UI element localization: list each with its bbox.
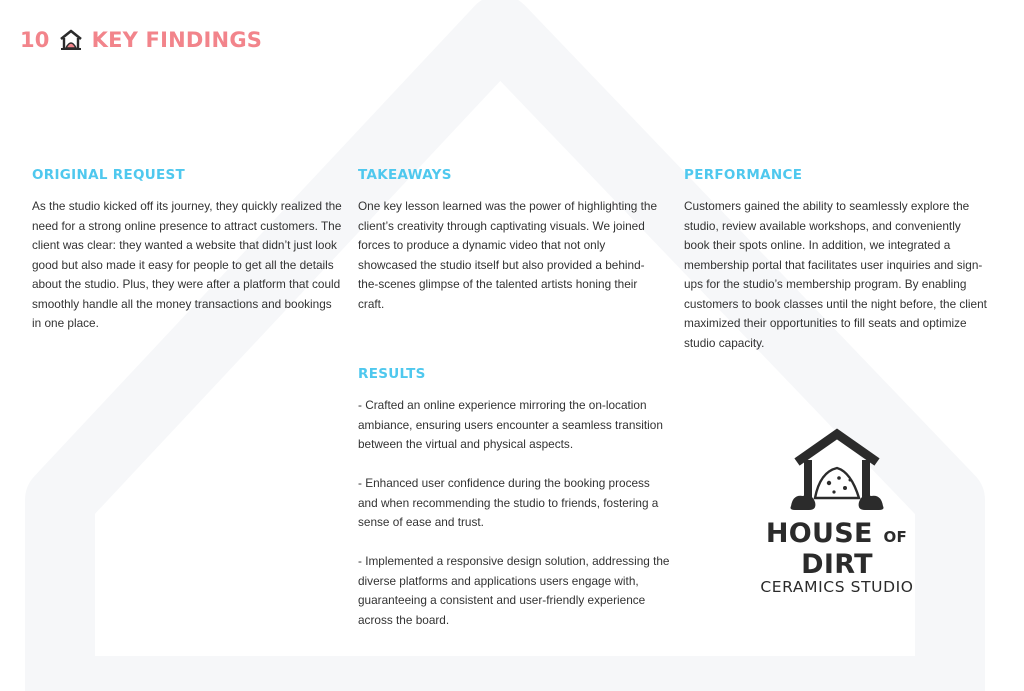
results-item: - Implemented a responsive design solution, addressing the diverse platforms and applications users engage with, guaranteeing a consistent and user-friendly experience across the board. bbox=[358, 554, 670, 627]
performance-section bbox=[684, 167, 989, 353]
original-request-heading: ORIGINAL REQUEST bbox=[32, 167, 186, 183]
house-icon bbox=[58, 28, 84, 52]
original-request-section bbox=[32, 167, 342, 334]
performance-body: Customers gained the ability to seamlessly explore the studio, review available workshops, and conveniently book their spots online. In addition, we integrated a membership portal that facilitates user inquiries and sign-ups for the studio’s membership program. By enabling customers to book classes until the night before, the client maximized their opportunities to fill seats and optimize studio capacity. bbox=[684, 199, 987, 350]
logo-name-house: HOUSE bbox=[765, 518, 873, 549]
results-item: - Crafted an online experience mirroring the on-location ambiance, ensuring users encounter a seamless transition between the virtual and physical aspects. bbox=[358, 398, 663, 451]
results-heading: RESULTS bbox=[358, 366, 426, 382]
page-number: 10 bbox=[20, 28, 50, 52]
results-item: - Enhanced user confidence during the booking process and when recommending the studio to friends, fostering a sense of ease and trust. bbox=[358, 476, 659, 529]
page-header bbox=[20, 28, 262, 52]
page-title: KEY FINDINGS bbox=[91, 28, 263, 52]
studio-logo bbox=[726, 428, 948, 596]
logo-name-dirt: DIRT bbox=[801, 549, 873, 580]
performance-heading: PERFORMANCE bbox=[684, 167, 803, 183]
logo-name-of: OF bbox=[883, 528, 908, 546]
logo-name bbox=[726, 518, 948, 580]
original-request-body: As the studio kicked off its journey, they quickly realized the need for a strong online presence to attract customers. The client was clear: they wanted a website that didn’t just look good but also made it easy for people to get all the details about the studio. Plus, they were after a platform that could smoothly handle all the money transactions and bookings in one place. bbox=[32, 199, 342, 330]
results-section bbox=[358, 366, 670, 630]
takeaways-heading: TAKEAWAYS bbox=[358, 167, 452, 183]
takeaways-section bbox=[358, 167, 658, 314]
logo-subtitle: CERAMICS STUDIO bbox=[760, 578, 914, 596]
house-of-dirt-logo-icon bbox=[787, 428, 887, 516]
takeaways-body: One key lesson learned was the power of highlighting the client’s creativity through captivating visuals. We joined forces to produce a dynamic video that not only showcased the studio itself but also provided a behind-the-scenes glimpse of the talented artists honing their craft. bbox=[358, 199, 658, 311]
